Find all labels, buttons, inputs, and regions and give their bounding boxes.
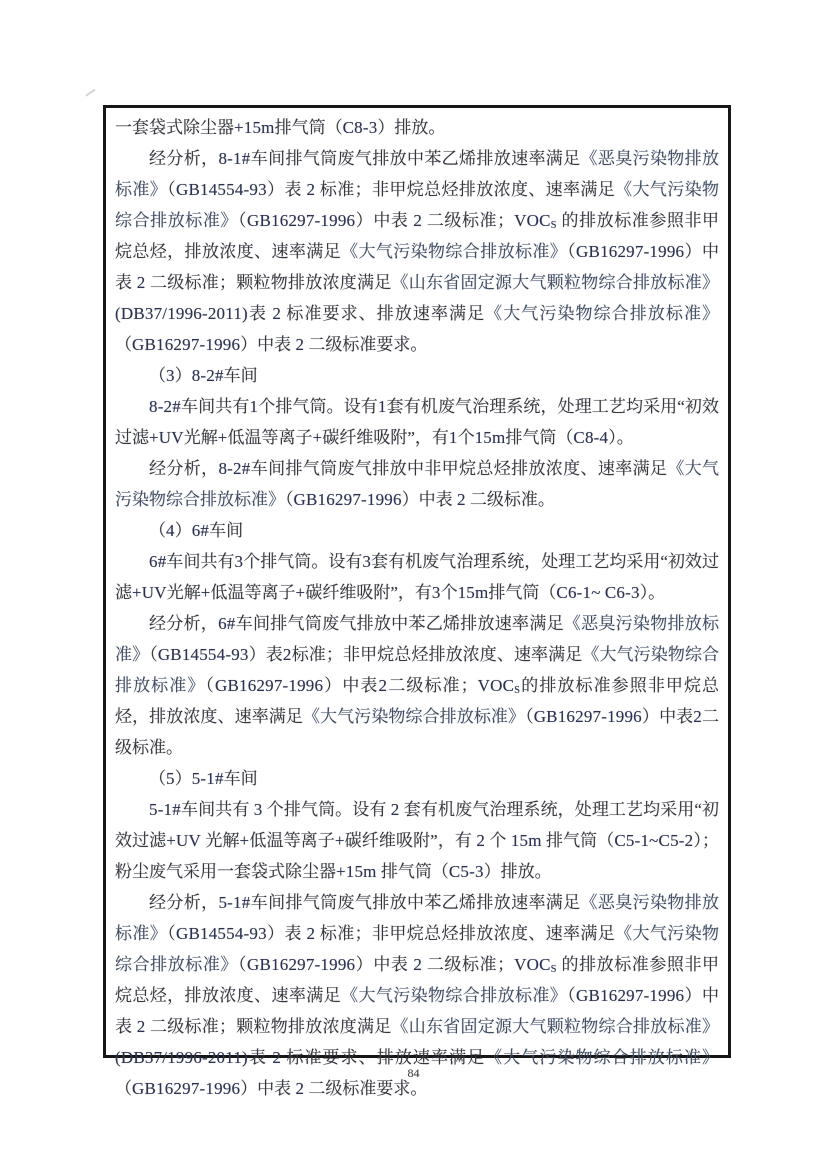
document-table-frame: [103, 105, 731, 1098]
document-body: [115, 112, 719, 1104]
paragraph: 经分析，6#车间排气筒废气排放中苯乙烯排放速率满足《恶臭污染物排放标准》（GB14554-93）表2标准；非甲烷总烃排放浓度、速率满足《大气污染物综合排放标准》（GB16297-1996）中表2二级标准；$VOC_S$的排放标准参照非甲烷总烃，排放浓度、速率满足《大气污染物综合排放标准》（GB16297-1996）中表2二级标准。: [115, 614, 720, 757]
section-heading: （4）6#车间: [149, 521, 244, 540]
paragraph: 经分析，8-2#车间排气筒废气排放中非甲烷总烃排放浓度、速率满足《大气污染物综合排放标准》（GB16297-1996）中表 2 二级标准。: [115, 459, 720, 509]
page-number: 84: [407, 1066, 420, 1080]
scan-artifact: [85, 89, 99, 103]
paragraph: 一套袋式除尘器+15m排气筒（C8-3）排放。: [115, 118, 446, 137]
paragraph: 经分析，5-1#车间排气筒废气排放中苯乙烯排放速率满足《恶臭污染物排放标准》（GB14554-93）表 2 标准；非甲烷总烃排放浓度、速率满足《大气污染物综合排放标准》（GB16297-1996）中表 2 二级标准；$VOC_S$ 的排放标准参照非甲烷总烃，排放浓度、速率满足《大气污染物综合排放标准》（GB16297-1996）中表 2 二级标准；颗粒物排放浓度满足《山东省固定源大气颗粒物综合排放标准》(DB37/1996-2011)表 2 标准要求、排放速率满足《大气污染物综合排放标准》（GB16297-1996）中表 2 二级标准要求。: [115, 893, 720, 1098]
paragraph: 6#车间共有3个排气筒。设有3套有机废气治理系统，处理工艺均采用“初效过滤+UV光解+低温等离子+碳纤维吸附”，有3个15m排气筒（C6-1~ C6-3）。: [115, 552, 720, 602]
paragraph: 5-1#车间共有 3 个排气筒。设有 2 套有机废气治理系统，处理工艺均采用“初效过滤+UV 光解+低温等离子+碳纤维吸附”，有 2 个 15m 排气筒（C5-1~C5-2）；粉尘废气采用一套袋式除尘器+15m 排气筒（C5-3）排放。: [115, 800, 720, 881]
paragraph: 8-2#车间共有1个排气筒。设有1套有机废气治理系统，处理工艺均采用“初效过滤+UV光解+低温等离子+碳纤维吸附”，有1个15m排气筒（C8-4）。: [115, 397, 720, 447]
section-heading: （3）8-2#车间: [149, 366, 258, 385]
section-heading: （5）5-1#车间: [149, 769, 258, 788]
paragraph: 经分析，8-1#车间排气筒废气排放中苯乙烯排放速率满足《恶臭污染物排放标准》（GB14554-93）表 2 标准；非甲烷总烃排放浓度、速率满足《大气污染物综合排放标准》（GB16297-1996）中表 2 二级标准；$VOC_S$ 的排放标准参照非甲烷总烃，排放浓度、速率满足《大气污染物综合排放标准》（GB16297-1996）中表 2 二级标准；颗粒物排放浓度满足《山东省固定源大气颗粒物综合排放标准》(DB37/1996-2011)表 2 标准要求、排放速率满足《大气污染物综合排放标准》（GB16297-1996）中表 2 二级标准要求。: [115, 149, 720, 354]
